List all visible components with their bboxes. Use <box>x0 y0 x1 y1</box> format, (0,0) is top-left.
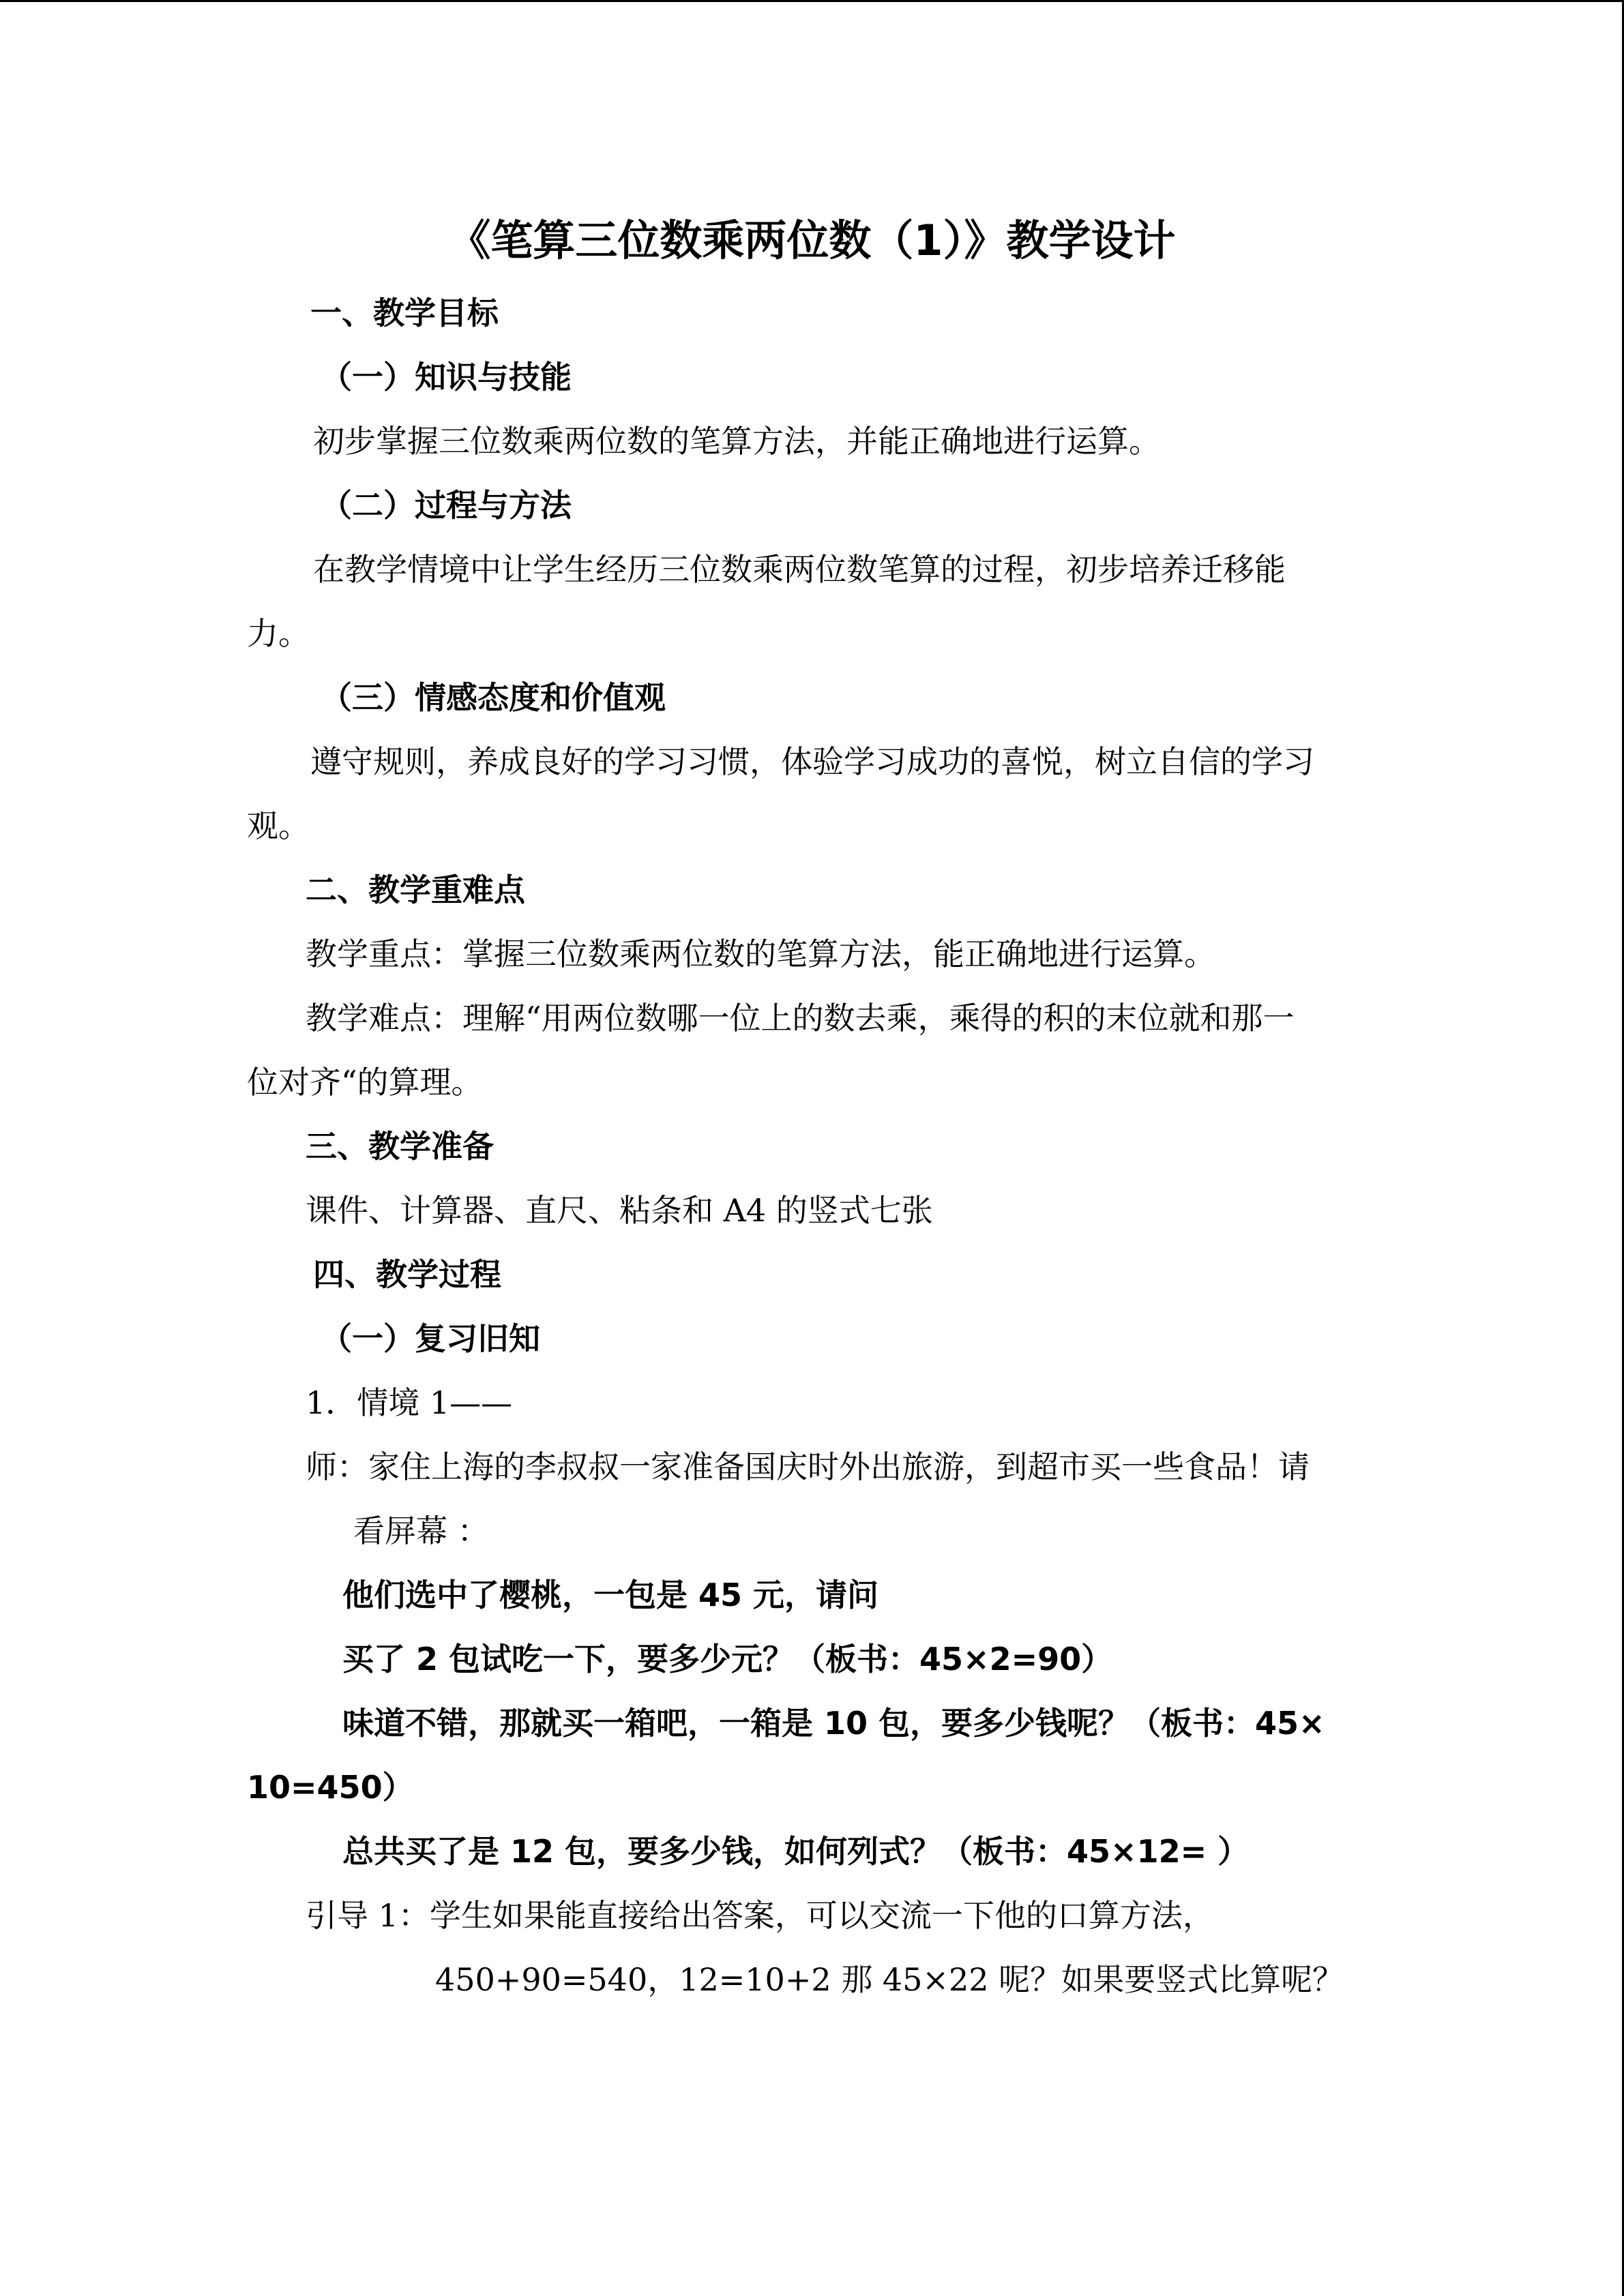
paragraph-line: 引导 1：学生如果能直接给出答案，可以交流一下他的口算方法， <box>306 1897 1214 1934</box>
paragraph-line-bold: 味道不错，那就买一箱吧，一箱是 10 包，要多少钱呢？（板书：45× <box>342 1705 1325 1742</box>
subheading-attitude-values: （三）情感态度和价值观 <box>321 679 666 716</box>
subheading-process-method: （二）过程与方法 <box>321 487 572 524</box>
section-heading-preparation: 三、教学准备 <box>306 1128 494 1165</box>
paragraph-line: 课件、计算器、直尺、粘条和 A4 的竖式七张 <box>306 1192 933 1229</box>
paragraph-line: 力。 <box>247 615 310 652</box>
subheading-review: （一）复习旧知 <box>321 1320 540 1357</box>
section-heading-objectives: 一、教学目标 <box>310 295 499 331</box>
section-heading-process: 四、教学过程 <box>313 1256 501 1293</box>
paragraph-line-bold: 他们选中了樱桃，一包是 45 元，请问 <box>342 1577 879 1613</box>
page-title: 《笔算三位数乘两位数（1）》教学设计 <box>448 215 1176 265</box>
paragraph-line: 看屏幕 ： <box>353 1512 489 1549</box>
paragraph-line-bold: 10=450） <box>247 1769 414 1806</box>
subheading-knowledge-skills: （一）知识与技能 <box>321 359 572 396</box>
paragraph-line: 观。 <box>247 807 310 844</box>
paragraph-line-bold: 总共买了是 12 包，要多少钱，如何列式？（板书：45×12= ） <box>342 1833 1250 1870</box>
paragraph-line-bold: 买了 2 包试吃一下，要多少元？（板书：45×2=90） <box>342 1641 1113 1678</box>
paragraph-line: 初步掌握三位数乘两位数的笔算方法，并能正确地进行运算。 <box>313 423 1160 460</box>
paragraph-line: 1．情境 1—— <box>306 1384 513 1421</box>
paragraph-line: 遵守规则，养成良好的学习习惯，体验学习成功的喜悦，树立自信的学习 <box>310 743 1314 780</box>
paragraph-line: 在教学情境中让学生经历三位数乘两位数笔算的过程，初步培养迁移能 <box>313 551 1286 588</box>
paragraph-line: 位对齐“的算理。 <box>247 1064 483 1101</box>
page-border-top <box>0 0 1624 2</box>
paragraph-line: 教学重点：掌握三位数乘两位数的笔算方法，能正确地进行运算。 <box>306 936 1215 972</box>
paragraph-line: 师：家住上海的李叔叔一家准备国庆时外出旅游，到超市买一些食品！请 <box>306 1448 1310 1485</box>
paragraph-line: 450+90=540，12=10+2 那 45×22 呢？如果要竖式比算呢？ <box>435 1961 1344 1998</box>
paragraph-line: 教学难点：理解“用两位数哪一位上的数去乘，乘得的积的末位就和那一 <box>306 1000 1295 1037</box>
section-heading-key-points: 二、教学重难点 <box>306 871 525 908</box>
